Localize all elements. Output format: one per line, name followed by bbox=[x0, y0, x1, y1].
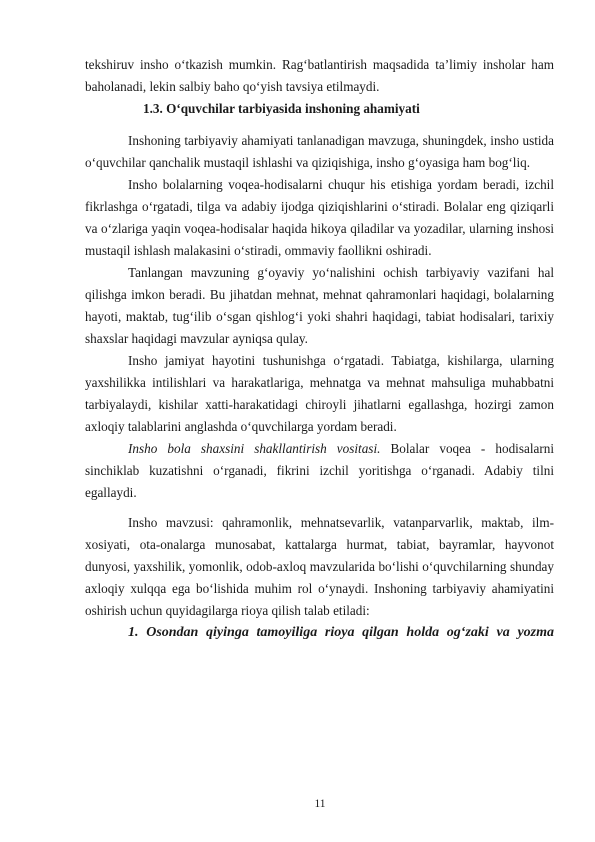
paragraph-2: Insho bolalarning voqea-hodisalarni chuqur his etishiga yordam beradi, izchil fikrlashga o‘rgatadi, tilga va adabiy ijodga qiziqishlarini o‘stiradi. Bolalar eng qiziqarli va o‘zlariga yaqin voqea-hodisalar haqida hikoya qiladilar va yozadilar, ularning inshosi mustaqil ishlash malakasini o‘stiradi, ommaviy faollikni oshiradi. bbox=[85, 177, 554, 258]
paragraph-5-text: Bolalar voqea - hodisalarni sinchiklab kuzatishni o‘rganadi, fikrini izchil yoritishga o‘rganadi. Adabiy tilni egallaydi. bbox=[85, 441, 554, 500]
section-heading: 1.3. O‘quvchilar tarbiyasida inshoning ahamiyati bbox=[143, 101, 420, 116]
paragraph-1: Inshoning tarbiyaviy ahamiyati tanlanadigan mavzuga, shuningdek, insho ustida o‘quvchilar qanchalik mustaqil ishlashi va qiziqishiga, insho g‘oyasiga ham bog‘liq. bbox=[85, 133, 554, 170]
intro-paragraph: tekshiruv insho o‘tkazish mumkin. Rag‘batlantirish maqsadida ta’limiy insholar ham baholanadi, lekin salbiy baho qo‘yish tavsiya etilmaydi. bbox=[85, 57, 554, 94]
paragraph-5-italic-lead: Insho bola shaxsini shakllantirish vositasi. bbox=[128, 441, 381, 456]
paragraph-6: Insho mavzusi: qahramonlik, mehnatsevarlik, vatanparvarlik, maktab, ilm-xosiyati, ota-onalarga munosabat, kattalarga hurmat, tabiat, bayramlar, hayvonot dunyosi, yaxshilik, yomonlik, odob-axloq mavzularida bo‘lishi o‘quvchilarning shunday axloqiy xulqqa ega bo‘lishida muhim rol o‘ynaydi. Inshoning tarbiyaviy ahamiyatini oshirish uchun quyidagilarga rioya qilish talab etiladi: bbox=[85, 515, 554, 618]
paragraph-3: Tanlangan mavzuning g‘oyaviy yo‘nalishini ochish tarbiyaviy vazifani hal qilishga imkon beradi. Bu jihatdan mehnat, mehnat qahramonlari haqidagi, bolalarning hayoti, maktab, tug‘ilib o‘sgan qishlog‘i yoki shahri haqidagi, tabiat hodisalari, tarixiy shaxslar haqidagi mavzular ayniqsa qulay. bbox=[85, 265, 554, 346]
list-item-1: 1. Osondan qiyinga tamoyiliga rioya qilgan holda og‘zaki va yozma bbox=[128, 625, 554, 640]
paragraph-4: Insho jamiyat hayotini tushunishga o‘rgatadi. Tabiatga, kishilarga, ularning yaxshilikka intilishlari va harakatlariga, mehnatga va mehnat mahsuliga muhabbatni tarbiyalaydi, kishilar xatti-harakatidagi chiroyli jihatlarni egallashga, hozirgi zamon axloqiy talablarini anglashda o‘quvchilarga yordam beradi. bbox=[85, 353, 554, 434]
paragraph-5 bbox=[85, 438, 554, 504]
page-number: 11 bbox=[314, 798, 326, 810]
document-page bbox=[85, 54, 554, 644]
